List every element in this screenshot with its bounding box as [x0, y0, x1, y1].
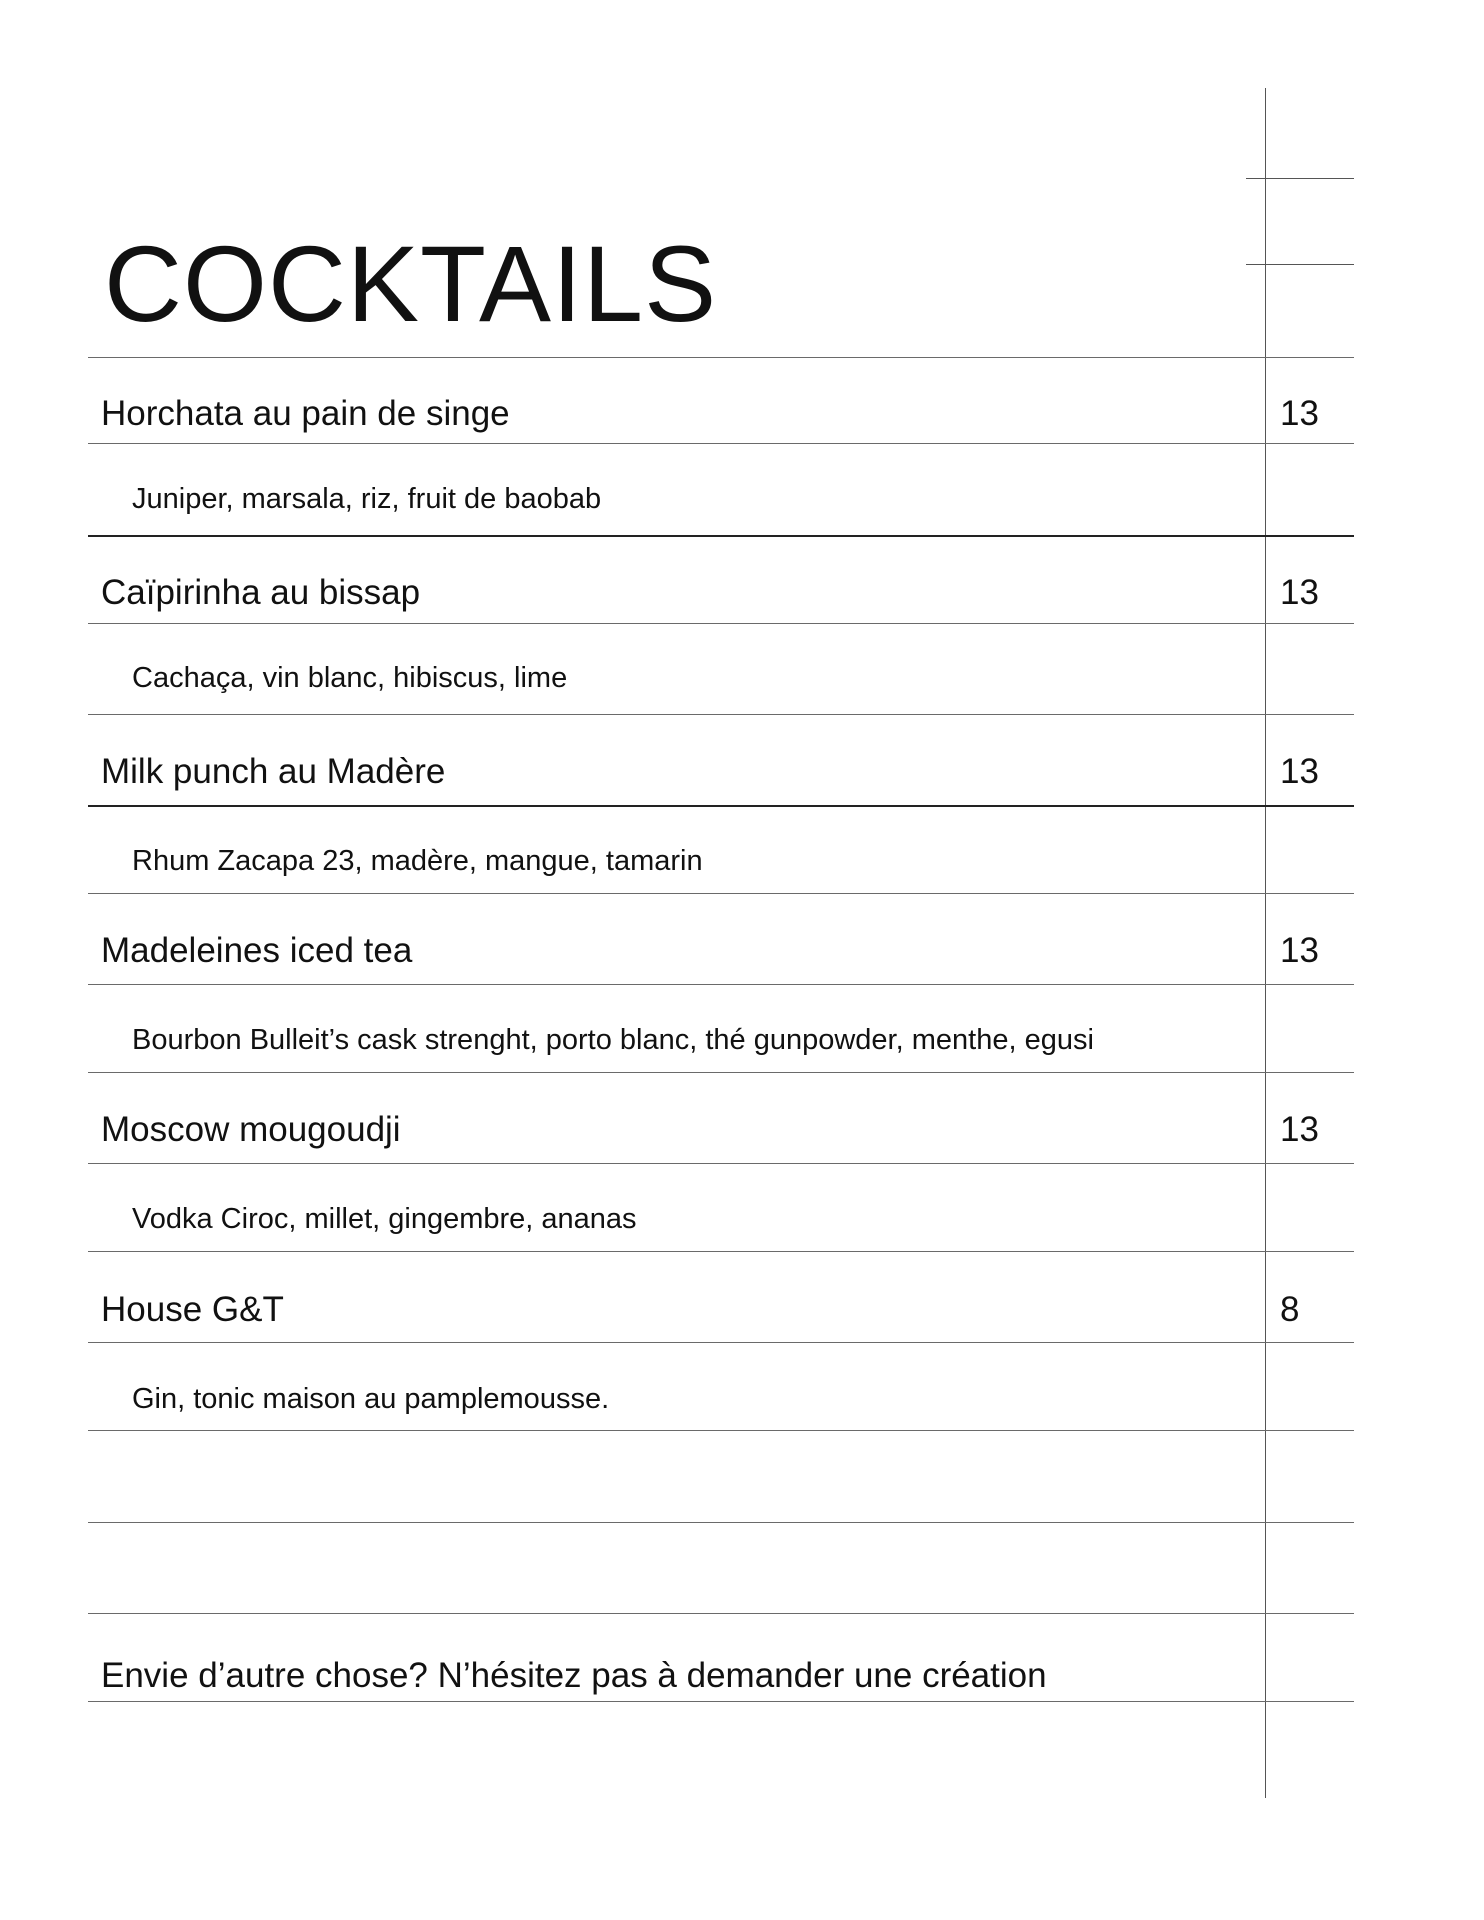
row-divider — [88, 1613, 1354, 1614]
row-divider — [88, 623, 1354, 624]
footer-note: Envie d’autre chose? N’hésitez pas à demander une création — [101, 1656, 1047, 1695]
row-divider — [88, 714, 1354, 715]
row-divider — [88, 1701, 1354, 1702]
divider-tick — [1246, 178, 1354, 179]
menu-title: COCKTAILS — [104, 223, 718, 344]
cocktail-description: Bourbon Bulleit’s cask strenght, porto blanc, thé gunpowder, menthe, egusi — [132, 1024, 1094, 1056]
row-divider — [88, 1342, 1354, 1343]
cocktail-price: 13 — [1280, 573, 1319, 612]
row-divider — [88, 893, 1354, 894]
cocktail-price: 13 — [1280, 752, 1319, 791]
cocktail-name: Horchata au pain de singe — [101, 394, 510, 433]
row-divider — [88, 805, 1354, 807]
cocktail-description: Rhum Zacapa 23, madère, mangue, tamarin — [132, 845, 703, 877]
row-divider — [88, 535, 1354, 537]
cocktail-name: Caïpirinha au bissap — [101, 573, 421, 612]
row-divider — [88, 984, 1354, 985]
cocktail-price: 13 — [1280, 1110, 1319, 1149]
cocktail-name: Moscow mougoudji — [101, 1110, 401, 1149]
cocktail-price: 13 — [1280, 931, 1319, 970]
cocktail-price: 13 — [1280, 394, 1319, 433]
row-divider — [88, 1251, 1354, 1252]
cocktail-description: Gin, tonic maison au pamplemousse. — [132, 1383, 610, 1415]
cocktail-description: Juniper, marsala, riz, fruit de baobab — [132, 483, 602, 515]
row-divider — [88, 1522, 1354, 1523]
cocktail-name: Madeleines iced tea — [101, 931, 413, 970]
price-column-divider — [1265, 88, 1266, 1798]
cocktail-name: House G&T — [101, 1290, 284, 1329]
row-divider — [88, 1163, 1354, 1164]
cocktail-price: 8 — [1280, 1290, 1300, 1329]
row-divider — [88, 1430, 1354, 1431]
row-divider — [88, 1072, 1354, 1073]
row-divider — [88, 443, 1354, 444]
cocktail-description: Cachaça, vin blanc, hibiscus, lime — [132, 662, 568, 694]
cocktail-description: Vodka Ciroc, millet, gingembre, ananas — [132, 1203, 637, 1235]
cocktail-name: Milk punch au Madère — [101, 752, 446, 791]
divider-tick — [1246, 264, 1354, 265]
row-divider — [88, 357, 1354, 358]
